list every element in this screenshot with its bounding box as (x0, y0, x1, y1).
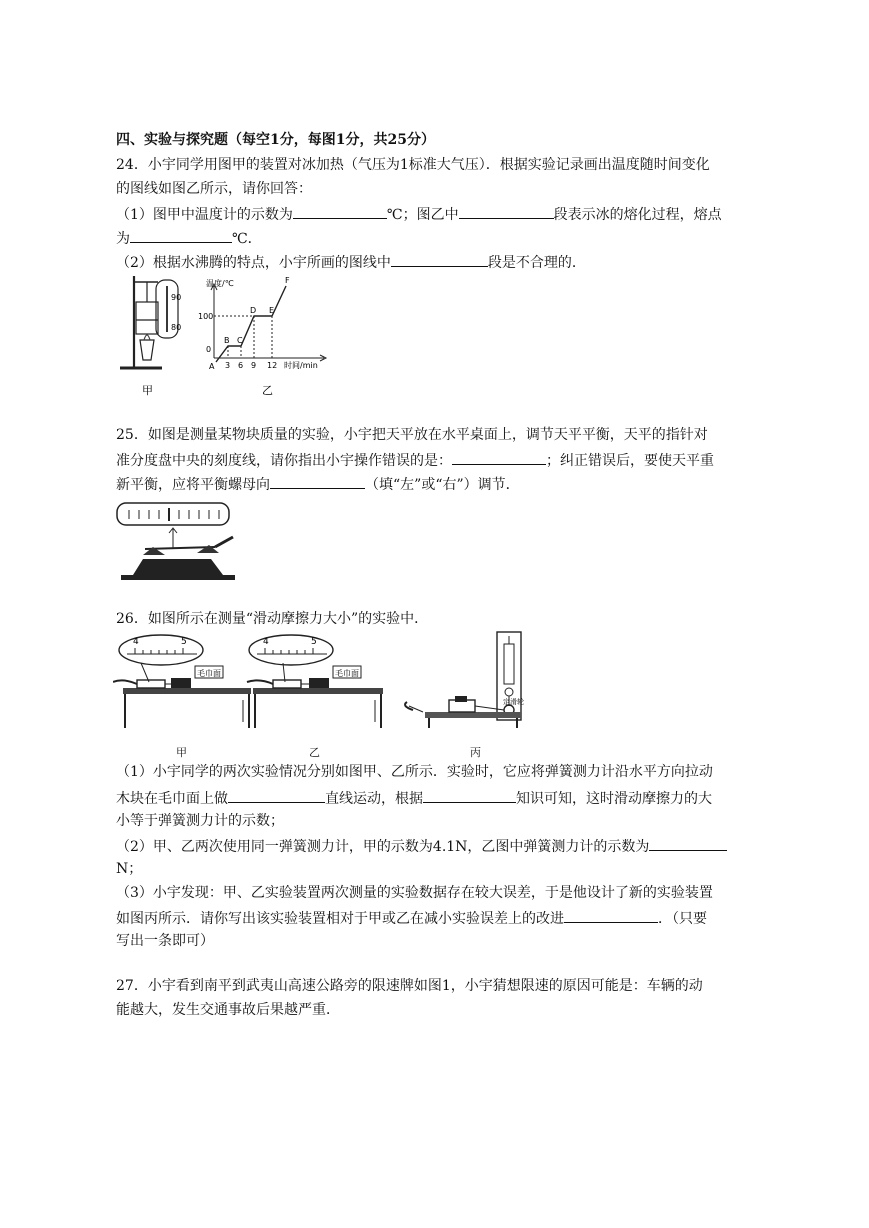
q26-line-5 (116, 835, 727, 857)
q25-text-c: 新平衡，应将平衡螺母向 (116, 477, 270, 493)
q24-caption-yi: 乙 (262, 384, 273, 397)
q24-figure (114, 268, 340, 404)
temperature-time-graph (211, 284, 326, 362)
bing-pulley-label: 定滑轮 (503, 698, 524, 706)
graph-y0: 0 (206, 345, 212, 354)
graph-x6: 6 (238, 361, 244, 370)
q26-text-1b: 直线运动，根据 (325, 791, 423, 807)
q25-balance-figure (115, 497, 240, 582)
q26-line-2: （1）小宇同学的两次实验情况分别如图甲、乙所示．实验时，它应将弹簧测力计沿水平方向拉动 (116, 764, 713, 780)
q26-text-3a: 如图丙所示．请你写出该实验装置相对于甲或乙在减小实验误差上的改进 (116, 911, 564, 927)
q26-line-3 (116, 787, 712, 809)
q24-blank-melting-segment[interactable] (459, 203, 554, 219)
yi-scale-4: 4 (263, 637, 269, 647)
q26-line-9: 写出一条即可） (116, 933, 214, 949)
q26-text-1a: 木块在毛巾面上做 (116, 791, 228, 807)
q24-text-1d: 为 (116, 231, 130, 247)
q24-line-1: 24．小宇同学用图甲的装置对冰加热（气压为1标准大气压）．根据实验记录画出温度随时间变化 (116, 157, 710, 173)
q25-line-2 (116, 449, 714, 471)
thermometer-80: 80 (171, 323, 182, 332)
q26-blank-reading[interactable] (649, 835, 727, 851)
q24-blank-thermometer[interactable] (293, 203, 387, 219)
q26-caption-jia: 甲 (176, 746, 187, 759)
friction-setup-bing (405, 632, 521, 728)
q26-line-1: 26．如图所示在测量“滑动摩擦力大小”的实验中． (116, 611, 429, 627)
graph-point-d: D (250, 306, 257, 315)
heating-apparatus (120, 276, 178, 368)
q26-line-7: （3）小宇发现：甲、乙实验装置两次测量的实验数据存在较大误差，于是他设计了新的实验装置 (116, 885, 713, 901)
friction-setup-jia (113, 635, 251, 728)
q26-blank-knowledge[interactable] (423, 787, 516, 803)
q25-blank-error[interactable] (452, 449, 546, 465)
graph-x9: 9 (251, 361, 257, 370)
q26-line-8 (116, 907, 707, 929)
q27-line-2: 能越大，发生交通事故后果越严重． (116, 1002, 340, 1018)
graph-y100: 100 (198, 312, 214, 321)
q26-blank-improvement[interactable] (564, 907, 658, 923)
q24-text-1b: ℃；图乙中 (386, 207, 459, 223)
q26-line-4: 小等于弹簧测力计的示数； (116, 813, 284, 829)
q26-caption-yi: 乙 (309, 746, 320, 759)
q24-blank-unreasonable-segment[interactable] (391, 251, 488, 267)
q25-text-a: 准分度盘中央的刻度线，请你指出小宇操作错误的是： (116, 453, 452, 469)
jia-scale-5: 5 (181, 637, 187, 647)
q25-line-3 (116, 473, 520, 495)
jia-towel-label: 毛巾面 (197, 669, 221, 678)
q26-line-6: N； (116, 861, 143, 877)
q26-text-2a: （2）甲、乙两次使用同一弹簧测力计，甲的示数为4.1N，乙图中弹簧测力计的示数为 (116, 839, 650, 855)
graph-point-e: E (269, 306, 275, 315)
friction-setup-yi (247, 635, 383, 728)
graph-x3: 3 (225, 361, 231, 370)
graph-x12: 12 (267, 361, 278, 370)
q24-line-2: 的图线如图乙所示，请你回答： (116, 181, 312, 197)
q24-line-4 (116, 227, 262, 249)
q24-text-2a: （2）根据水沸腾的特点，小宇所画的图线中 (116, 255, 391, 271)
graph-point-f: F (285, 276, 290, 285)
yi-towel-label: 毛巾面 (335, 669, 359, 678)
graph-xlabel: 时间/min (284, 361, 318, 370)
q24-blank-melting-point[interactable] (130, 227, 232, 243)
q26-friction-figures (113, 630, 533, 740)
q26-caption-bing: 丙 (470, 746, 481, 759)
q25-text-d: （填“左”或“右”）调节． (365, 477, 520, 493)
q26-text-3b: ．（只要 (658, 911, 707, 927)
q27-line-1: 27．小宇看到南平到武夷山高速公路旁的限速牌如图1，小宇猜想限速的原因可能是：车辆的动 (116, 978, 703, 994)
q24-text-1a: （1）图甲中温度计的示数为 (116, 207, 293, 223)
q25-text-b: ；纠正错误后，要使天平重 (546, 453, 714, 469)
graph-ylabel: 温度/℃ (206, 279, 234, 288)
thermometer-90: 90 (171, 293, 182, 302)
graph-point-c: C (237, 336, 243, 345)
q25-line-1: 25．如图是测量某物块质量的实验，小宇把天平放在水平桌面上，调节天平平衡，天平的指针对 (116, 427, 708, 443)
q24-text-2b: 段是不合理的． (487, 255, 586, 271)
q24-line-3 (116, 203, 722, 225)
q24-text-1e: ℃． (232, 231, 262, 247)
q26-blank-motion[interactable] (228, 787, 325, 803)
section-title: 四、实验与探究题（每空1分，每图1分，共25分） (116, 132, 435, 148)
yi-scale-5: 5 (311, 637, 317, 647)
graph-point-a: A (209, 362, 215, 371)
graph-point-b: B (224, 336, 230, 345)
jia-scale-4: 4 (133, 637, 139, 647)
q24-text-1c: 段表示冰的熔化过程，熔点 (553, 207, 722, 223)
q26-text-1c: 知识可知，这时滑动摩擦力的大 (516, 791, 712, 807)
q24-caption-jia: 甲 (142, 384, 153, 397)
q25-blank-direction[interactable] (270, 473, 365, 489)
